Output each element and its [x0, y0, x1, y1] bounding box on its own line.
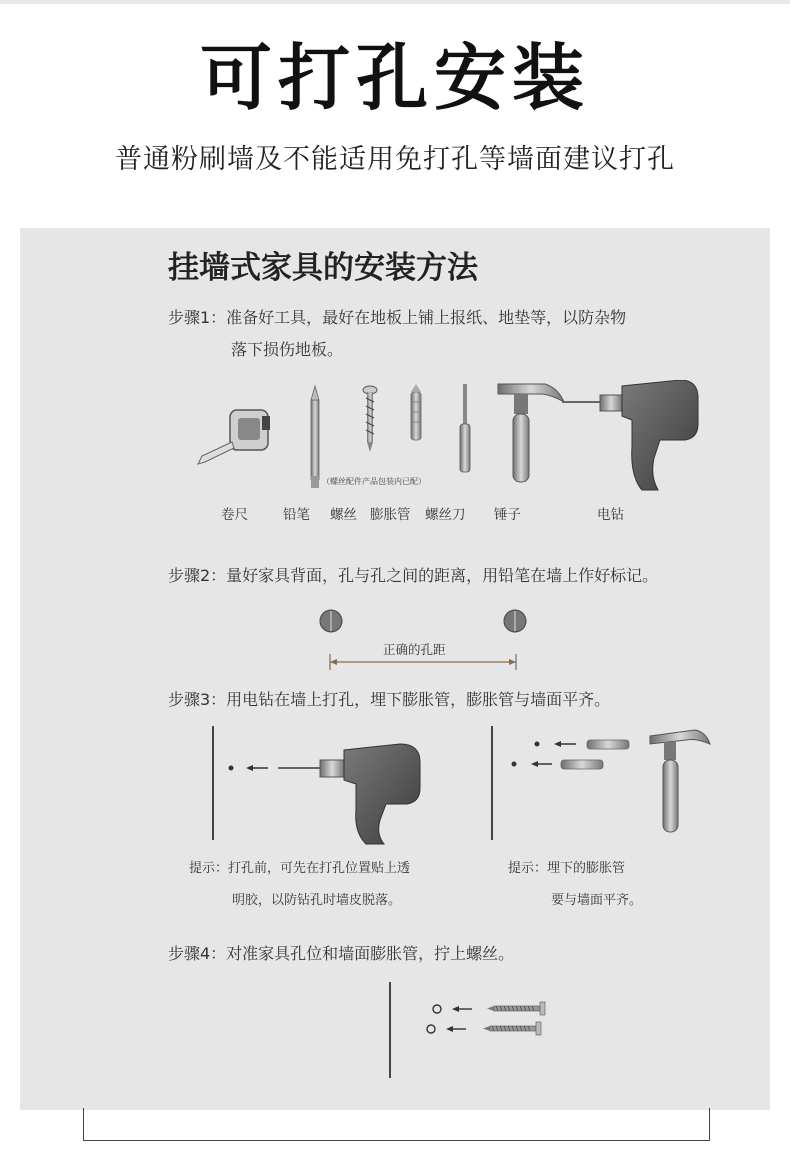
- label-pencil: 铅笔: [283, 507, 310, 523]
- screw-fastening-illustration: [370, 978, 570, 1082]
- hole-spacing-label: 正确的孔距: [383, 642, 446, 657]
- step2-text: 步骤2：量好家具背面，孔与孔之间的距离，用铅笔在墙上作好标记。: [168, 566, 659, 585]
- label-screw: 螺丝: [330, 507, 357, 523]
- panel-title: 挂墙式家具的安装方法: [168, 250, 478, 286]
- pencil-icon: [311, 386, 319, 488]
- tape-measure-icon: [198, 410, 270, 464]
- installation-panel: [20, 228, 770, 1110]
- step1-text-cont: 落下损伤地板。: [231, 340, 344, 359]
- tip-right-line2: 要与墙面平齐。: [551, 893, 643, 908]
- tip-left-line2: 明胶，以防钻孔时墙皮脱落。: [232, 893, 402, 908]
- tools-illustration: [180, 380, 720, 500]
- step1-text: 步骤1：准备好工具，最好在地板上铺上报纸、地垫等，以防杂物: [168, 308, 627, 327]
- top-divider: [0, 0, 790, 4]
- screw-icon: [363, 386, 377, 452]
- label-wall-anchor: 膨胀管: [370, 507, 411, 523]
- drilling-illustration: [190, 722, 730, 846]
- label-hammer: 锤子: [494, 507, 521, 523]
- bottom-frame: [83, 1108, 710, 1141]
- page-title: 可打孔安装: [199, 36, 590, 120]
- label-drill: 电钻: [597, 507, 624, 523]
- tools-note: （螺丝配件产品包装内已配）: [322, 477, 426, 486]
- page-subtitle: 普通粉刷墙及不能适用免打孔等墙面建议打孔: [115, 144, 675, 175]
- step4-text: 步骤4：对准家具孔位和墙面膨胀管，拧上螺丝。: [168, 944, 515, 963]
- label-screwdriver: 螺丝刀: [425, 507, 466, 523]
- tip-right-line1: 提示：埋下的膨胀管: [508, 861, 626, 876]
- hammer-icon: [498, 384, 564, 482]
- label-tape-measure: 卷尺: [221, 507, 248, 523]
- electric-drill-icon: [562, 380, 698, 490]
- step3-text: 步骤3：用电钻在墙上打孔，埋下膨胀管，膨胀管与墙面平齐。: [168, 690, 611, 709]
- wall-anchor-icon: [411, 384, 421, 440]
- screwdriver-icon: [460, 384, 470, 472]
- tip-left-line1: 提示：打孔前，可先在打孔位置贴上透: [189, 861, 411, 876]
